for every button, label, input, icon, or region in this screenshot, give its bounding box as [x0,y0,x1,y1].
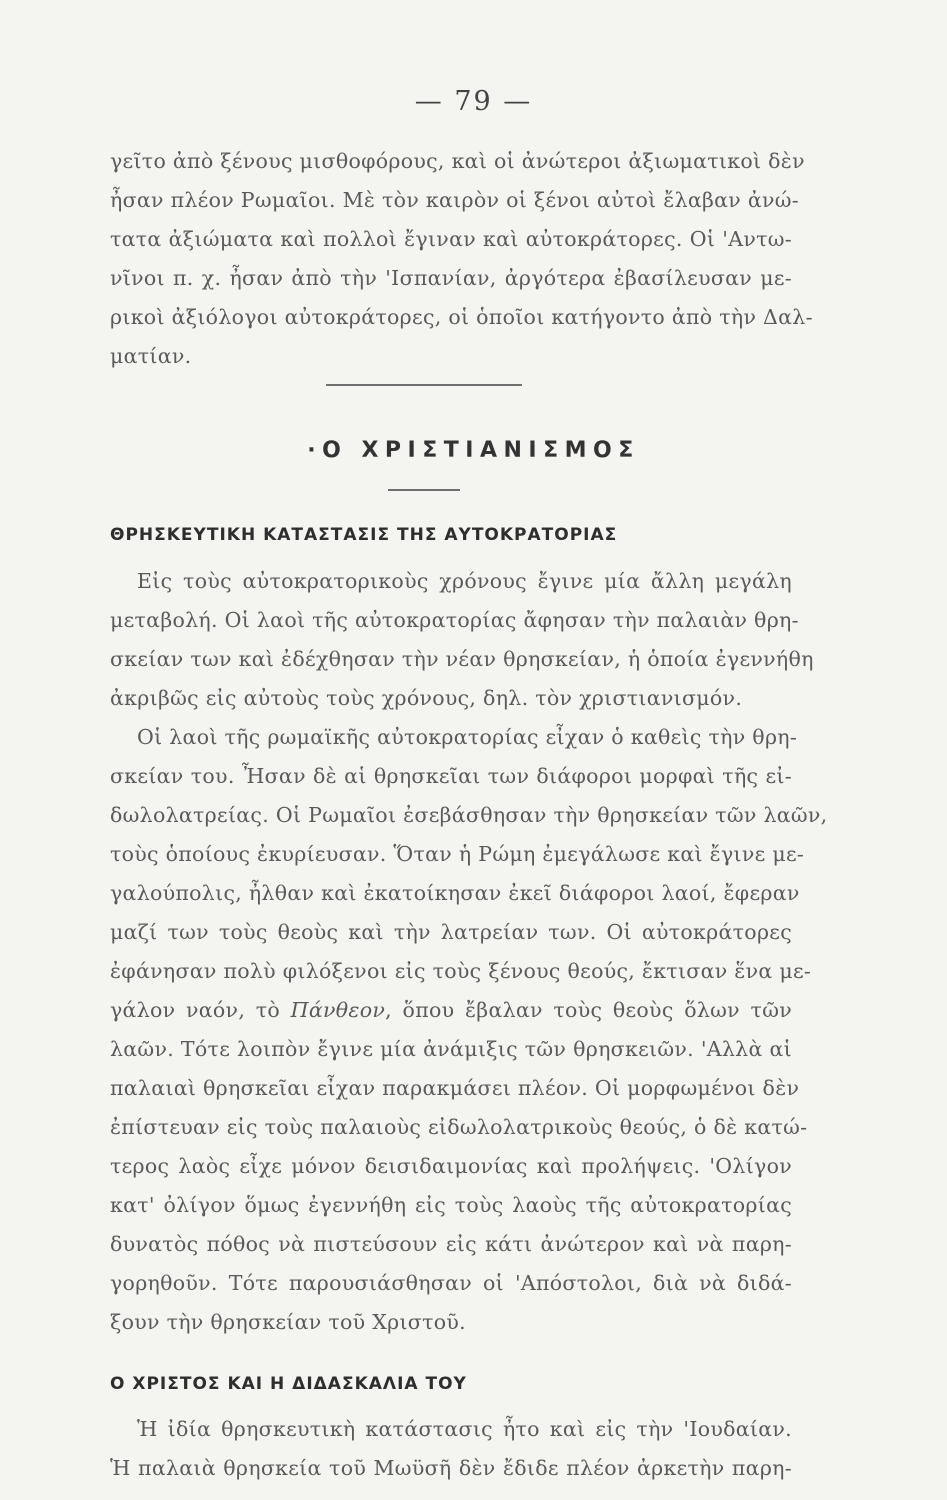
paragraph-line: ἐπίστευαν εἰς τοὺς παλαιοὺς εἰδωλολατρικοὺς θεούς, ὁ δὲ κατώ- [110,1115,808,1139]
section-rule-top [326,384,522,386]
intro-line: ἦσαν πλέον Ρωμαῖοι. Μὲ τὸν καιρὸν οἱ ξένοι αὐτοὶ ἔλαβαν ἀνώ- [110,188,800,212]
intro-line: γεῖτο ἀπὸ ξένους μισθοφόρους, καὶ οἱ ἀνώτεροι ἀξιωματικοὶ δὲν [110,149,805,173]
page-number: — 79 — [414,86,533,117]
paragraph-line: Οἱ λαοὶ τῆς ρωμαϊκῆς αὐτοκρατορίας εἶχαν ὁ καθεὶς τὴν θρη- [137,725,798,749]
paragraph-line: σκείαν των καὶ ἐδέχθησαν τὴν νέαν θρησκείαν, ἡ ὁποία ἐγεννήθη [110,647,814,671]
paragraph-line: δυνατὸς πόθος νὰ πιστεύσουν εἰς κάτι ἀνώτερον καὶ νὰ παρη- [110,1232,792,1256]
intro-line: τατα ἀξιώματα καὶ πολλοὶ ἔγιναν καὶ αὐτοκράτορες. Οἱ 'Αντω- [110,227,792,251]
intro-line: ρικοὶ ἀξιόλογοι αὐτοκράτορες, οἱ ὁποῖοι κατήγοντο ἀπὸ τὴν Δαλ- [110,305,813,329]
paragraph-line: γαλούπολις, ἦλθαν καὶ ἐκατοίκησαν ἐκεῖ διάφοροι λαοί, ἔφεραν [110,881,800,905]
paragraph-line: κατ' ὀλίγον ὅμως ἐγεννήθη εἰς τοὺς λαοὺς τῆς αὐτοκρατορίας [110,1193,792,1217]
paragraph-line: τοὺς ὁποίους ἐκυρίευσαν. Ὅταν ἡ Ρώμη ἐμεγάλωσε καὶ ἔγινε με- [110,842,805,866]
paragraph-line: λαῶν. Τότε λοιπὸν ἔγινε μία ἀνάμιξις τῶν θρησκειῶν. 'Αλλὰ αἱ [110,1037,792,1061]
paragraph-line: δωλολατρείας. Οἱ Ρωμαῖοι ἐσεβάσθησαν τὴν θρησκείαν τῶν λαῶν, [110,803,828,827]
paragraph-line: μαζί των τοὺς θεοὺς καὶ τὴν λατρείαν των. Οἱ αὐτοκράτορες [110,920,792,944]
paragraph-line: ἐφάνησαν πολὺ φιλόξενοι εἰς τοὺς ξένους θεούς, ἔκτισαν ἕνα με- [110,959,812,983]
pantheon-after: , ὅπου ἔβαλαν τοὺς θεοὺς ὅλων τῶν [385,998,792,1022]
paragraph-line: γορηθοῦν. Τότε παρουσιάσθησαν οἱ 'Απόστολοι, διὰ νὰ διδά- [110,1271,792,1295]
paragraph-line: Ἡ ἰδία θρησκευτικὴ κατάστασις ἦτο καὶ εἰς τὴν 'Ιουδαίαν. [137,1417,792,1441]
section-title: ·Ο ΧΡΙΣΤΙΑΝΙΣΜΟΣ [307,438,640,463]
paragraph-line: ἀκριβῶς εἰς αὐτοὺς τοὺς χρόνους, δηλ. τὸν χριστιανισμόν. [110,686,743,710]
paragraph-line: Εἰς τοὺς αὐτοκρατορικοὺς χρόνους ἔγινε μία ἄλλη μεγάλη [137,569,792,593]
paragraph-line: σκείαν του. Ἦσαν δὲ αἱ θρησκεῖαι των διάφοροι μορφαὶ τῆς εἰ- [110,764,792,788]
paragraph-line: τερος λαὸς εἶχε μόνον δεισιδαιμονίας καὶ προλήψεις. 'Ολίγον [110,1154,792,1178]
paragraph-line: παλαιαὶ θρησκεῖαι εἶχαν παρακμάσει πλέον. Οἱ μορφωμένοι δὲν [110,1076,800,1100]
paragraph-line-pantheon [110,995,792,1025]
subheading-religious-situation: ΘΡΗΣΚΕΥΤΙΚΗ ΚΑΤΑΣΤΑΣΙΣ ΤΗΣ ΑΥΤΟΚΡΑΤΟΡΙΑΣ [110,525,618,545]
paragraph-line: Ἡ παλαιὰ θρησκεία τοῦ Μωϋσῆ δὲν ἔδιδε πλέον ἀρκετὴν παρη- [110,1456,792,1480]
pantheon-before: γάλον ναόν, τὸ [110,998,291,1022]
intro-line: νῖνοι π. χ. ἦσαν ἀπὸ τὴν 'Ισπανίαν, ἀργότερα ἐβασίλευσαν με- [110,266,792,290]
section-rule-bottom [388,489,460,491]
intro-line: ματίαν. [110,344,192,368]
paragraph-line: ξουν τὴν θρησκείαν τοῦ Χριστοῦ. [110,1310,466,1334]
pantheon-italic: Πάνθεον [290,998,386,1022]
subheading-christ-teaching: Ο ΧΡΙΣΤΟΣ ΚΑΙ Η ΔΙΔΑΣΚΑΛΙΑ ΤΟΥ [110,1374,467,1394]
paragraph-line: μεταβολή. Οἱ λαοὶ τῆς αὐτοκρατορίας ἄφησαν τὴν παλαιὰν θρη- [110,608,799,632]
